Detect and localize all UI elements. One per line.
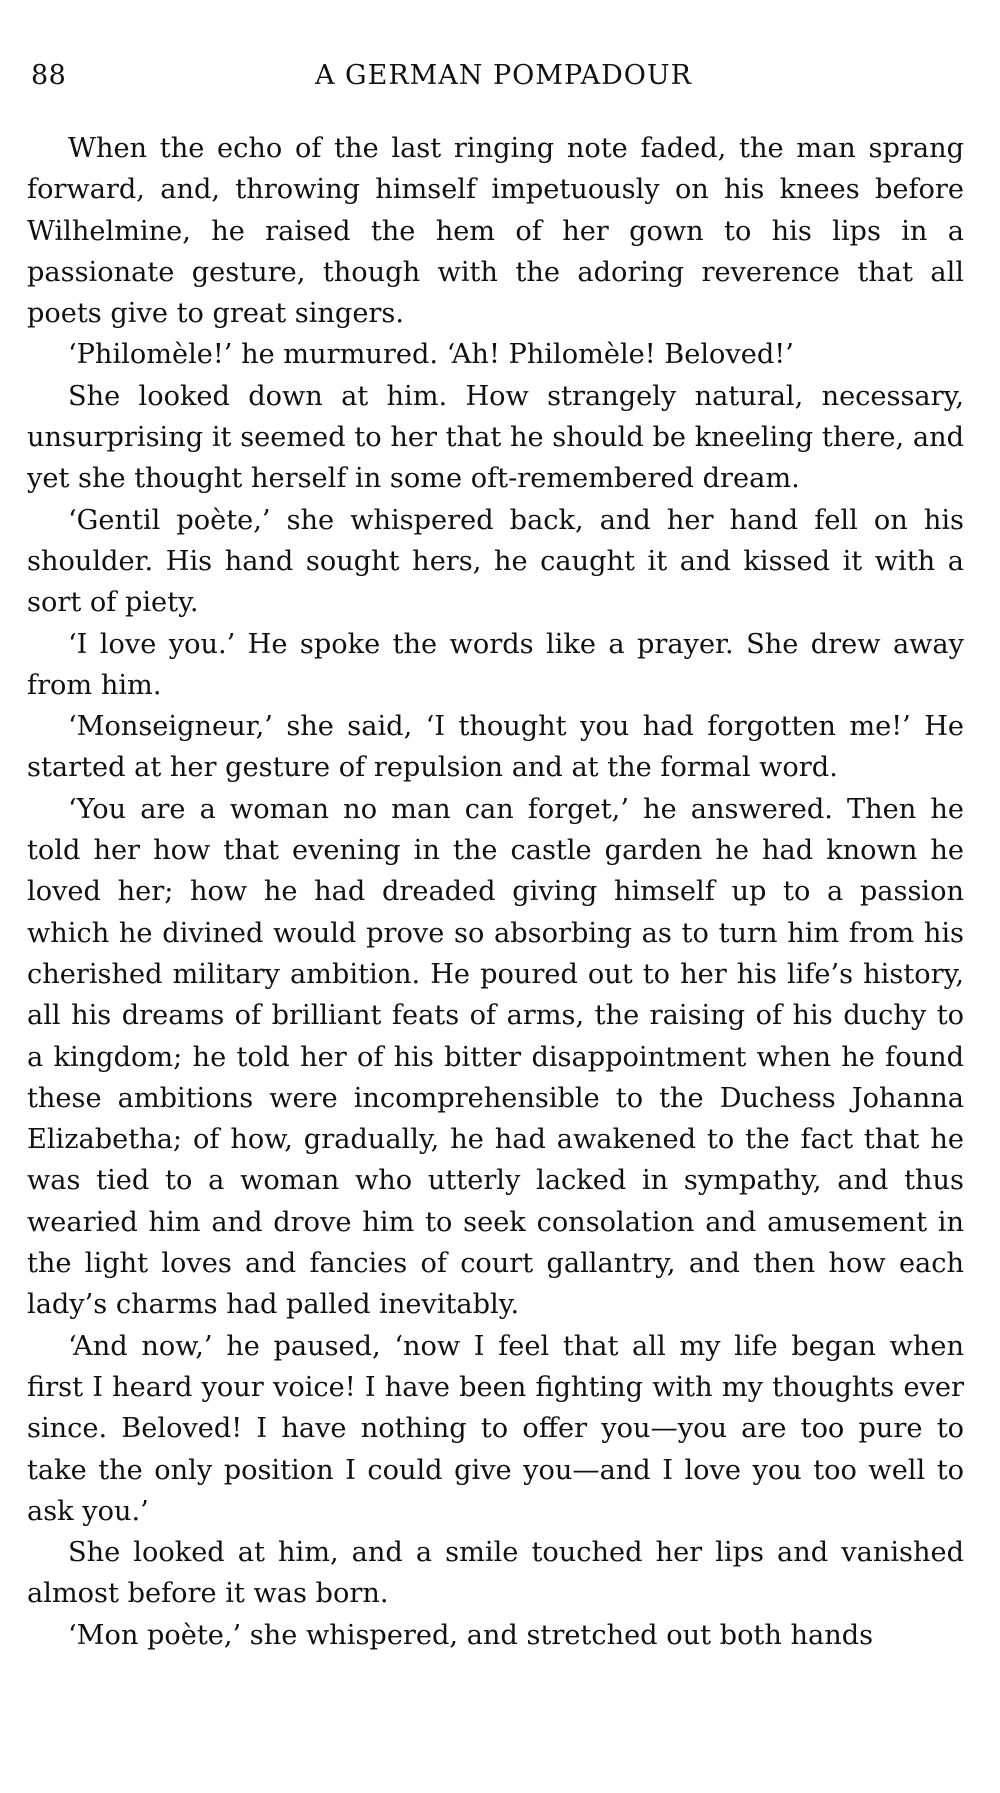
paragraph: ‘Mon poète,’ she whispered, and stretched out both hands bbox=[68, 1619, 874, 1651]
running-title: A GERMAN POMPADOUR bbox=[314, 60, 693, 91]
paragraph: ‘I love you.’ He spoke the words like a prayer. She drew away from him. bbox=[27, 628, 964, 701]
paragraph: ‘Philomèle!’ he murmured. ‘Ah! Philomèle! Beloved!’ bbox=[68, 339, 794, 371]
paragraph: ‘You are a woman no man can forget,’ he answered. Then he told her how that evening in the castle garden he had known he loved her; how he had dreaded giving himself up to a passion which he divined would prove so absorbing as to turn him from his cherished military ambition. He poured out to her his life’s history, all his dreams of brilliant feats of arms, the raising of his duchy to a kingdom; he told her of his bitter disappointment when he found these ambitions were incomprehensible to the Duchess Johanna Elizabetha; of how, gradually, he had awakened to the fact that he was tied to a woman who utterly lacked in sympathy, and thus wearied him and drove him to seek consolation and amusement in the light loves and fancies of court gallantry, and then how each lady’s charms had palled inevitably. bbox=[27, 793, 964, 1321]
paragraph: ‘Gentil poète,’ she whispered back, and her hand fell on his shoulder. His hand sought hers, he caught it and kissed it with a sort of piety. bbox=[27, 504, 964, 619]
paragraph: When the echo of the last ringing note faded, the man sprang forward, and, throwing himself impetuously on his knees before Wilhelmine, he raised the hem of her gown to his lips in a passionate gesture, though with the adoring reverence that all poets give to great singers. bbox=[27, 133, 964, 330]
paragraph: She looked down at him. How strangely natural, necessary, unsurprising it seemed to her that he should be kneeling there, and yet she thought herself in some oft-remembered dream. bbox=[27, 380, 964, 495]
page-header bbox=[27, 54, 964, 108]
page-number: 88 bbox=[31, 60, 67, 91]
paragraph: She looked at him, and a smile touched her lips and vanished almost before it was born. bbox=[27, 1537, 964, 1610]
paragraph: ‘Monseigneur,’ she said, ‘I thought you had forgotten me!’ He started at her gesture of repulsion and at the formal word. bbox=[27, 711, 964, 784]
body-text bbox=[27, 128, 964, 1656]
paragraph: ‘And now,’ he paused, ‘now I feel that all my life began when first I heard your voice! I have been fighting with my thoughts ever since. Beloved! I have nothing to offer you—you are too pure to take the only position I could give you—and I love you too well to ask you.’ bbox=[27, 1330, 964, 1527]
